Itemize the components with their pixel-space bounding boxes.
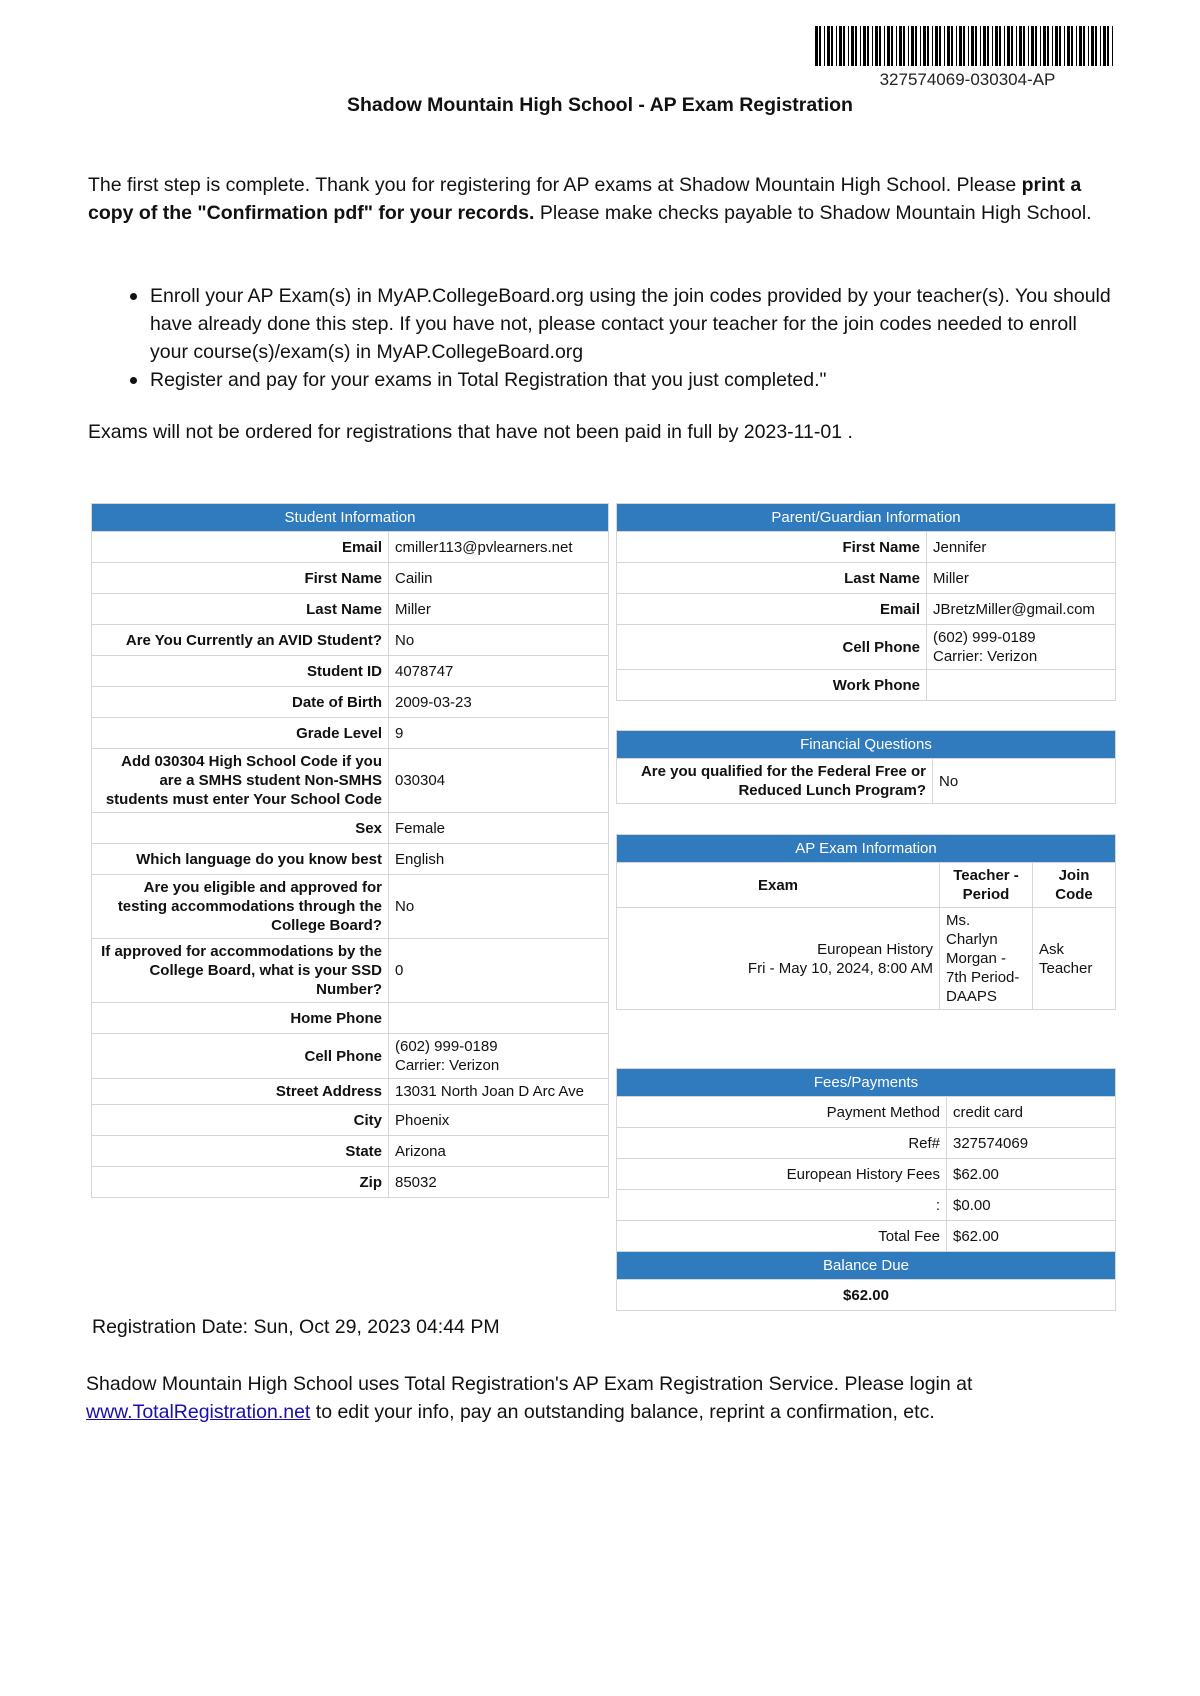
- row-value: $62.00: [947, 1221, 1116, 1252]
- barcode-bar: [1007, 26, 1010, 66]
- barcode-bar: [836, 26, 837, 66]
- barcode-bar: [1023, 26, 1025, 66]
- row-label: If approved for accommodations by the College Board, what is your SSD Number?: [92, 939, 389, 1003]
- table-row: [617, 1221, 1116, 1252]
- row-label: State: [92, 1136, 389, 1167]
- barcode-bar: [951, 26, 953, 66]
- row-label: Email: [92, 532, 389, 563]
- join-code: Ask Teacher: [1033, 908, 1116, 1010]
- barcode-bar: [927, 26, 929, 66]
- table-row: [92, 939, 609, 1003]
- barcode-bar: [939, 26, 941, 66]
- barcode-bar: [1083, 26, 1085, 66]
- barcode-bar: [999, 26, 1001, 66]
- barcode-bar: [963, 26, 965, 66]
- barcode-bar: [860, 26, 861, 66]
- intro-paragraph: [88, 171, 1118, 227]
- student-section-header: Student Information: [92, 504, 609, 532]
- row-value: $62.00: [947, 1159, 1116, 1190]
- barcode-bar: [819, 26, 821, 66]
- barcode-bar: [1031, 26, 1034, 66]
- work-phone-value: [927, 670, 1116, 701]
- barcode-bar: [992, 26, 993, 66]
- parent-guardian-table: [616, 503, 1116, 701]
- table-row: [617, 532, 1116, 563]
- row-value: No: [389, 625, 609, 656]
- barcode-bar: [1019, 26, 1022, 66]
- barcode-bar: [839, 26, 842, 66]
- barcode-bar: [1100, 26, 1101, 66]
- row-label: Which language do you know best: [92, 844, 389, 875]
- school-code-value: 030304: [389, 749, 609, 813]
- row-label: Date of Birth: [92, 687, 389, 718]
- barcode-bar: [855, 26, 857, 66]
- cell-phone-number: (602) 999-0189: [395, 1038, 498, 1055]
- barcode-bar: [1016, 26, 1017, 66]
- barcode-bar: [975, 26, 977, 66]
- student-information-table: [91, 503, 609, 1198]
- barcode-bar: [911, 26, 914, 66]
- barcode-bar: [879, 26, 881, 66]
- cell-phone-carrier: Carrier: Verizon: [395, 1057, 500, 1074]
- row-label: Last Name: [617, 563, 927, 594]
- table-row: [92, 844, 609, 875]
- barcode-bar: [987, 26, 989, 66]
- exam-name: European History: [817, 940, 933, 958]
- barcode-bar: [923, 26, 926, 66]
- table-row: [617, 1280, 1116, 1311]
- table-row: [92, 563, 609, 594]
- barcode-bar: [944, 26, 945, 66]
- row-value: 13031 North Joan D Arc Ave: [389, 1079, 609, 1105]
- table-row: [617, 1159, 1116, 1190]
- row-value: 9: [389, 718, 609, 749]
- footer-paragraph: [86, 1370, 1116, 1426]
- row-value: JBretzMiller@gmail.com: [927, 594, 1116, 625]
- table-row: [617, 1190, 1116, 1221]
- balance-due-value: $62.00: [617, 1280, 1116, 1311]
- row-label: First Name: [617, 532, 927, 563]
- financial-questions-table: [616, 730, 1116, 804]
- row-value: cmiller113@pvlearners.net: [389, 532, 609, 563]
- row-label: City: [92, 1105, 389, 1136]
- column-header-teacher-period: Teacher - Period: [940, 863, 1033, 908]
- barcode-bar: [843, 26, 845, 66]
- barcode-bar: [1035, 26, 1037, 66]
- row-value: English: [389, 844, 609, 875]
- table-row: [92, 875, 609, 939]
- row-label: :: [617, 1190, 947, 1221]
- barcode-bar: [1052, 26, 1053, 66]
- cell-phone-label: Cell Phone: [92, 1034, 389, 1079]
- row-label: Sex: [92, 813, 389, 844]
- row-label: Total Fee: [617, 1221, 947, 1252]
- barcode-bar: [1047, 26, 1049, 66]
- barcode-bar: [815, 26, 818, 66]
- table-row: [617, 625, 1116, 670]
- barcode-bar: [863, 26, 866, 66]
- table-row: [617, 1097, 1116, 1128]
- table-row: [92, 625, 609, 656]
- column-header-exam: Exam: [617, 863, 940, 908]
- row-value: $0.00: [947, 1190, 1116, 1221]
- table-row: [617, 759, 1116, 804]
- row-value: Female: [389, 813, 609, 844]
- table-row: [92, 1167, 609, 1198]
- intro-emphasis: print a copy of the "Confirmation pdf" for your records.: [88, 174, 1082, 224]
- barcode-bar: [971, 26, 974, 66]
- fees-payments-table: [616, 1068, 1116, 1311]
- row-value: credit card: [947, 1097, 1116, 1128]
- barcode-bar: [867, 26, 869, 66]
- table-row: [92, 749, 609, 813]
- row-label: Home Phone: [92, 1003, 389, 1034]
- barcode-bar: [884, 26, 885, 66]
- footer-text-end: to edit your info, pay an outstanding balance, reprint a confirmation, etc.: [310, 1401, 935, 1423]
- barcode-bar: [1067, 26, 1070, 66]
- ap-exam-information-table: [616, 834, 1116, 1010]
- barcode-bar: [891, 26, 893, 66]
- school-code-label-post: High School Code if you are a SMHS student Non-SMHS students must enter Your School Code: [105, 753, 382, 808]
- barcode-bar: [875, 26, 878, 66]
- column-header-join-code: Join Code: [1033, 863, 1116, 908]
- table-row: [617, 1128, 1116, 1159]
- balance-due-header: Balance Due: [617, 1252, 1116, 1280]
- barcode-bar: [1059, 26, 1061, 66]
- barcode-bar: [1107, 26, 1109, 66]
- table-row: [92, 1136, 609, 1167]
- row-value: 85032: [389, 1167, 609, 1198]
- school-code-label-pre: Add: [121, 753, 155, 770]
- school-code-label: [92, 749, 389, 813]
- table-row: [617, 563, 1116, 594]
- lunch-program-answer: No: [933, 759, 1116, 804]
- barcode-bar: [831, 26, 833, 66]
- barcode-bar: [872, 26, 873, 66]
- table-row: [92, 532, 609, 563]
- table-row: [92, 1034, 609, 1079]
- barcode-bar: [980, 26, 981, 66]
- teacher-period: Ms. Charlyn Morgan - 7th Period- DAAPS: [940, 908, 1033, 1010]
- row-value: 0: [389, 939, 609, 1003]
- parent-cell-phone-number: (602) 999-0189: [933, 629, 1036, 646]
- barcode-bar: [968, 26, 969, 66]
- barcode-bar: [959, 26, 962, 66]
- intro-text: The first step is complete. Thank you for registering for AP exams at Shadow Mountain High School. Please: [88, 174, 1022, 196]
- lunch-program-question: Are you qualified for the Federal Free or Reduced Lunch Program?: [617, 759, 933, 804]
- table-row: [617, 908, 1116, 1010]
- row-label: Student ID: [92, 656, 389, 687]
- barcode-bar: [1088, 26, 1089, 66]
- row-value: Miller: [927, 563, 1116, 594]
- barcode-bar: [1040, 26, 1041, 66]
- table-row: [92, 1003, 609, 1034]
- barcode-bar: [956, 26, 957, 66]
- list-item: Register and pay for your exams in Total Registration that you just completed.": [128, 366, 1118, 394]
- row-label: Last Name: [92, 594, 389, 625]
- row-label: European History Fees: [617, 1159, 947, 1190]
- barcode-bar: [947, 26, 950, 66]
- row-label: First Name: [92, 563, 389, 594]
- barcode-bar: [824, 26, 825, 66]
- table-row: [92, 687, 609, 718]
- row-value: Miller: [389, 594, 609, 625]
- table-row: [92, 594, 609, 625]
- row-label: Ref#: [617, 1128, 947, 1159]
- exam-cell: [617, 908, 940, 1010]
- barcode-bar: [1064, 26, 1065, 66]
- row-label: Are you eligible and approved for testing accommodations through the College Board?: [92, 875, 389, 939]
- row-value: Cailin: [389, 563, 609, 594]
- barcode-bar: [1079, 26, 1082, 66]
- parent-cell-phone-label: Cell Phone: [617, 625, 927, 670]
- row-value: [389, 1003, 609, 1034]
- barcode-bar: [908, 26, 909, 66]
- barcode-number: 327574069-030304-AP: [879, 70, 1056, 89]
- barcode-bar: [899, 26, 902, 66]
- row-value: Arizona: [389, 1136, 609, 1167]
- total-registration-link[interactable]: www.TotalRegistration.net: [86, 1401, 311, 1423]
- table-row: [92, 1079, 609, 1105]
- barcode-graphic: [815, 26, 1120, 66]
- barcode-bar: [932, 26, 933, 66]
- registration-date: Registration Date: Sun, Oct 29, 2023 04:44 PM: [92, 1316, 500, 1338]
- exam-date: Fri - May 10, 2024, 8:00 AM: [747, 959, 933, 977]
- barcode-bar: [887, 26, 890, 66]
- barcode-bar: [920, 26, 921, 66]
- financial-section-header: Financial Questions: [617, 731, 1116, 759]
- barcode-bar: [896, 26, 897, 66]
- row-label: Street Address: [92, 1079, 389, 1105]
- barcode-bar: [1103, 26, 1106, 66]
- cell-phone-value: [389, 1034, 609, 1079]
- barcode-bar: [1071, 26, 1073, 66]
- row-value: 327574069: [947, 1128, 1116, 1159]
- barcode-bar: [1076, 26, 1077, 66]
- table-row: [92, 718, 609, 749]
- parent-cell-phone-carrier: Carrier: Verizon: [933, 648, 1038, 665]
- row-value: Jennifer: [927, 532, 1116, 563]
- barcode-bar: [851, 26, 854, 66]
- barcode-bar: [1112, 26, 1113, 66]
- row-label: Grade Level: [92, 718, 389, 749]
- work-phone-label: Work Phone: [617, 670, 927, 701]
- table-row: [92, 813, 609, 844]
- list-item: Enroll your AP Exam(s) in MyAP.CollegeBoard.org using the join codes provided by your teacher(s). You should have already done this step. If you have not, please contact your teacher for the join codes needed to enroll your course(s)/exam(s) in MyAP.CollegeBoard.org: [128, 282, 1118, 366]
- barcode-bar: [1028, 26, 1029, 66]
- barcode-bar: [1043, 26, 1046, 66]
- fees-section-header: Fees/Payments: [617, 1069, 1116, 1097]
- table-row: [617, 594, 1116, 625]
- instruction-list: [128, 282, 1118, 394]
- barcode-block: [815, 26, 1120, 90]
- table-row: [617, 670, 1116, 701]
- barcode-bar: [1055, 26, 1058, 66]
- row-label: Payment Method: [617, 1097, 947, 1128]
- exam-section-header: AP Exam Information: [617, 835, 1116, 863]
- barcode-bar: [903, 26, 905, 66]
- barcode-bar: [935, 26, 938, 66]
- barcode-bar: [915, 26, 917, 66]
- barcode-bar: [827, 26, 830, 66]
- barcode-bar: [1011, 26, 1013, 66]
- row-value: 2009-03-23: [389, 687, 609, 718]
- row-label: Zip: [92, 1167, 389, 1198]
- table-header-row: [617, 863, 1116, 908]
- row-value: No: [389, 875, 609, 939]
- page-title: Shadow Mountain High School - AP Exam Registration: [347, 94, 853, 116]
- table-row: [92, 1105, 609, 1136]
- payment-deadline-notice: Exams will not be ordered for registrations that have not been paid in full by 2023-11-01 .: [88, 421, 853, 443]
- barcode-bar: [1004, 26, 1005, 66]
- row-value: Phoenix: [389, 1105, 609, 1136]
- barcode-bar: [1091, 26, 1094, 66]
- intro-text-end: Please make checks payable to Shadow Mountain High School.: [534, 202, 1092, 224]
- table-row: [92, 656, 609, 687]
- barcode-bar: [1095, 26, 1097, 66]
- parent-section-header: Parent/Guardian Information: [617, 504, 1116, 532]
- row-label: Email: [617, 594, 927, 625]
- row-label: Are You Currently an AVID Student?: [92, 625, 389, 656]
- barcode-bar: [995, 26, 998, 66]
- footer-text: Shadow Mountain High School uses Total Registration's AP Exam Registration Service. Please login at: [86, 1373, 973, 1395]
- school-code-number: 030304: [154, 753, 205, 770]
- row-value: 4078747: [389, 656, 609, 687]
- barcode-bar: [848, 26, 849, 66]
- barcode-bar: [983, 26, 986, 66]
- parent-cell-phone-value: [927, 625, 1116, 670]
